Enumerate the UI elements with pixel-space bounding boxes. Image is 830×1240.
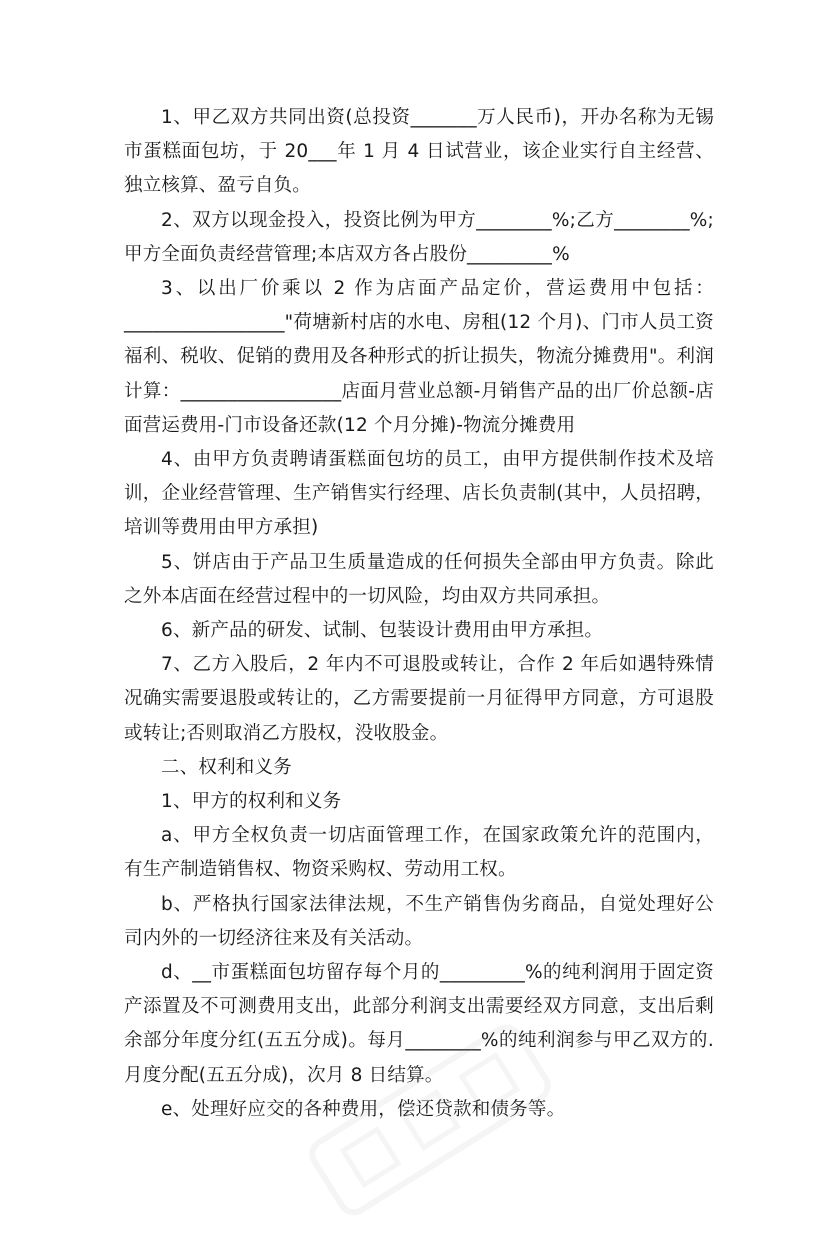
clause-b: b、严格执行国家法律法规，不生产销售伪劣商品，自觉处理好公司内外的一切经济往来及有关活动。 (124, 893, 714, 949)
clause-5: 5、饼店由于产品卫生质量造成的任何损失全部由甲方负责。除此之外本店面在经营过程中的一切风险，均由双方共同承担。 (124, 551, 714, 607)
clause-2: 2、双方以现金投入，投资比例为甲方________%;乙方________%;甲方全面负责经营管理;本店双方各占股份_________% (124, 209, 714, 265)
clause-6: 6、新产品的研发、试制、包装设计费用由甲方承担。 (161, 620, 604, 642)
clause-1: 1、甲乙双方共同出资(总投资_______万人民币)，开办名称为无锡市蛋糕面包坊，于 20___年 1 月 4 日试营业，该企业实行自主经营、独立核算、盈亏自负。 (124, 107, 714, 197)
document-body (124, 101, 714, 1127)
section-heading-rights: 二、权利和义务 (161, 756, 292, 778)
clause-d: d、__市蛋糕面包坊留存每个月的_________%的纯利润用于固定资产添置及不可测费用支出，此部分利润支出需要经双方同意，支出后剩余部分年度分红(五五分成)。每月________%的纯利润参与甲乙双方的.月度分配(五五分成)，次月 8 日结算。 (124, 962, 714, 1086)
subsection-heading-party-a: 1、甲方的权利和义务 (161, 791, 342, 813)
clause-7: 7、乙方入股后，2 年内不可退股或转让，合作 2 年后如遇特殊情况确实需要退股或转让的，乙方需要提前一月征得甲方同意，方可退股或转让;否则取消乙方股权，没收股金。 (124, 654, 714, 744)
clause-3: 3、以出厂价乘以 2 作为店面产品定价，营运费用中包括：_________________"荷塘新村店的水电、房租(12 个月)、门市人员工资福利、税收、促销的费用及各种形式的折让损失，物流分摊费用"。利润计算：_________________店面月营业总额-月销售产品的出厂价总额-店面营运费用-门市设备还款(12 个月分摊)-物流分摊费用 (124, 278, 714, 436)
clause-e: e、处理好应交的各种费用，偿还贷款和债务等。 (161, 1098, 566, 1120)
clause-a: a、甲方全权负责一切店面管理工作，在国家政策允许的范围内，有生产制造销售权、物资采购权、劳动用工权。 (124, 825, 714, 881)
clause-4: 4、由甲方负责聘请蛋糕面包坊的员工，由甲方提供制作技术及培训，企业经营管理、生产销售实行经理、店长负责制(其中，人员招聘，培训等费用由甲方承担) (124, 449, 714, 539)
